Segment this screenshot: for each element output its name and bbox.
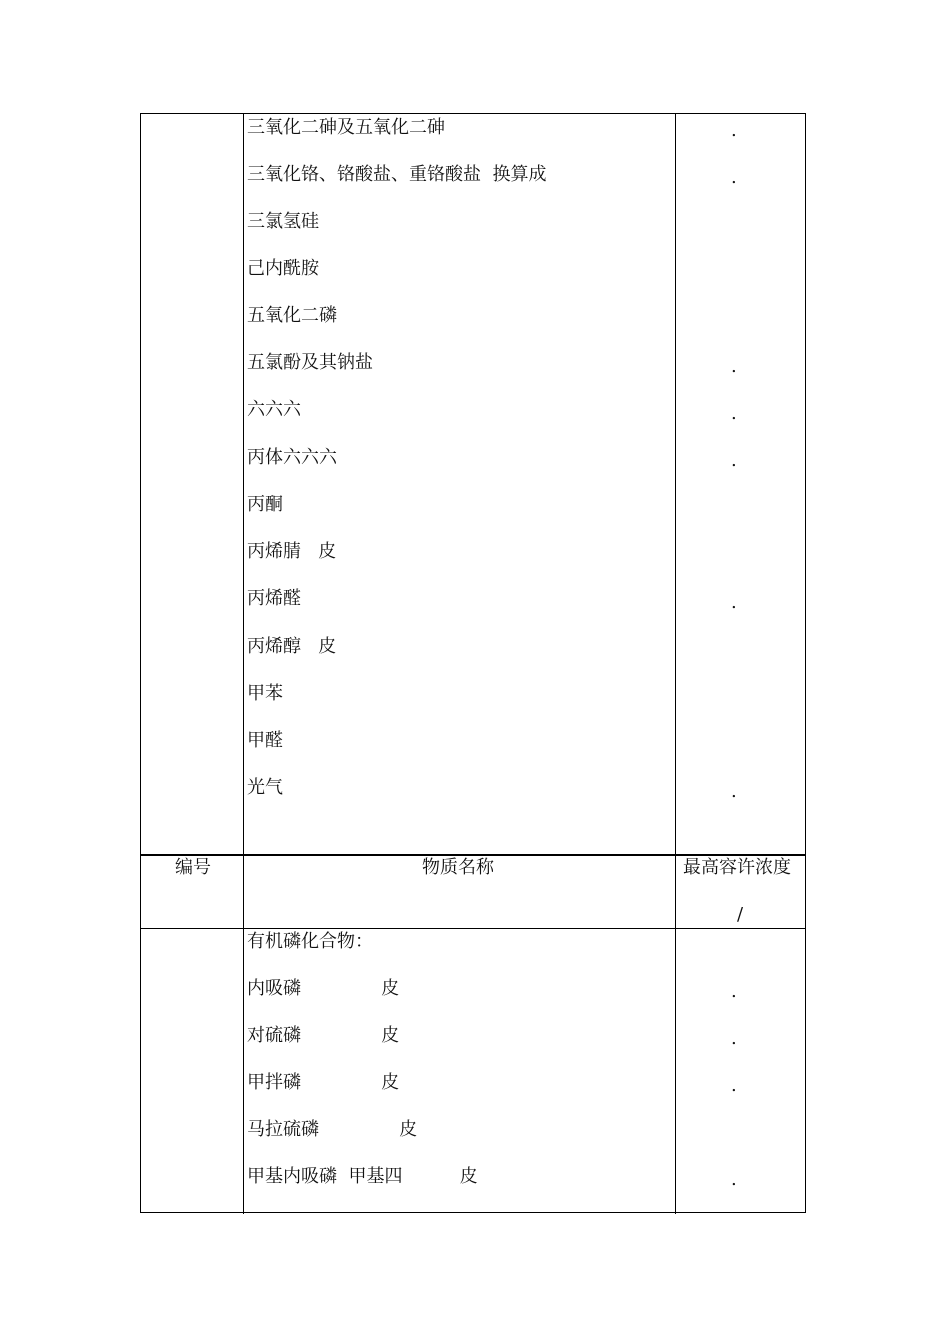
substance-name: 三氧化二砷及五氧化二砷 — [247, 117, 445, 138]
header-bottom-border — [141, 928, 805, 929]
concentration-value: . — [731, 356, 737, 377]
concentration-value: . — [731, 1075, 737, 1096]
header-unit: / — [737, 904, 744, 925]
substance-name: 六六六 — [247, 399, 301, 420]
substance-name: 三氯氢硅 — [247, 211, 319, 232]
substance-name: 甲拌磷 皮 — [247, 1072, 400, 1093]
header-top-border — [141, 854, 805, 856]
concentration-value: . — [731, 403, 737, 424]
substance-name: 丙体六六六 — [247, 447, 337, 468]
substance-name: 对硫磷 皮 — [247, 1025, 400, 1046]
header-id: 编号 — [175, 857, 211, 878]
column-divider-1 — [243, 114, 244, 1214]
substance-name: 丙烯醛 — [247, 588, 301, 609]
concentration-value: . — [731, 1169, 737, 1190]
header-max-concentration: 最高容许浓度 — [683, 857, 791, 878]
substance-name: 己内酰胺 — [247, 258, 319, 279]
concentration-value: . — [731, 450, 737, 471]
substance-name: 丙酮 — [247, 494, 283, 515]
substance-name: 内吸磷 皮 — [247, 978, 400, 999]
substance-name: 甲基内吸磷 甲基四 皮 — [247, 1166, 478, 1187]
substance-table — [140, 113, 806, 1213]
concentration-value: . — [731, 981, 737, 1002]
column-divider-2 — [675, 114, 676, 1214]
concentration-value: . — [731, 592, 737, 613]
substance-name: 甲醛 — [247, 730, 283, 751]
concentration-value: . — [731, 120, 737, 141]
substance-name: 光气 — [247, 777, 283, 798]
concentration-value: . — [731, 1028, 737, 1049]
substance-name: 丙烯醇 皮 — [247, 636, 337, 657]
substance-name: 五氧化二磷 — [247, 305, 337, 326]
concentration-value: . — [731, 167, 737, 188]
substance-name: 马拉硫磷 皮 — [247, 1119, 418, 1140]
substance-name: 丙烯腈 皮 — [247, 541, 337, 562]
concentration-value: . — [731, 781, 737, 802]
substance-name: 有机磷化合物： — [247, 931, 373, 952]
substance-name: 五氯酚及其钠盐 — [247, 352, 373, 373]
substance-name: 三氧化铬、铬酸盐、重铬酸盐 换算成 — [247, 164, 547, 185]
substance-name: 甲苯 — [247, 683, 283, 704]
header-substance-name: 物质名称 — [422, 857, 494, 878]
